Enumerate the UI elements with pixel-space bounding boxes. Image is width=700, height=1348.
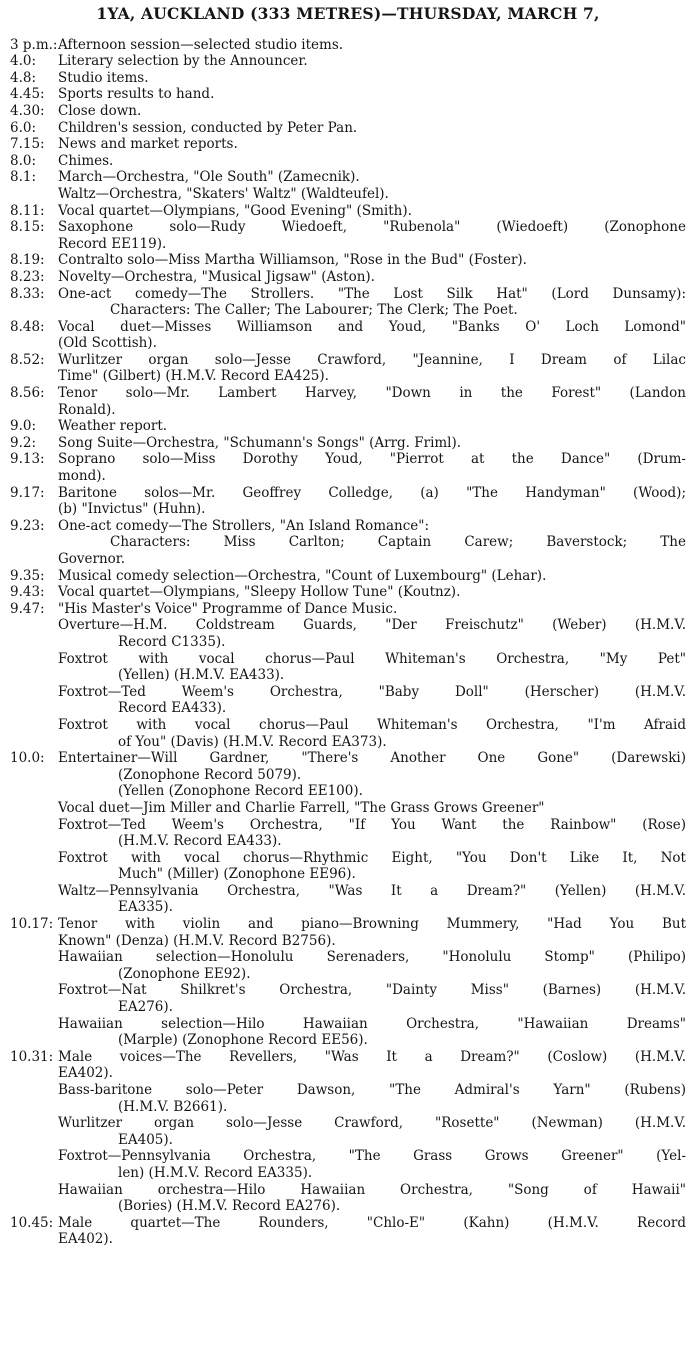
programme-entry [10,136,686,153]
entry-line: Contralto solo—Miss Martha Williamson, "Rose in the Bud" (Foster). [58,252,527,269]
programme-entry [10,53,686,70]
entry-line: Novelty—Orchestra, "Musical Jigsaw" (Aston). [58,268,375,285]
entry-line: Afternoon session—selected studio items. [58,36,344,53]
entry-time: 10.45: [10,1214,54,1231]
programme-entry [10,1049,686,1215]
programme-entry [10,584,686,601]
entry-text [58,169,686,202]
entry-line: Bass-baritone solo—Peter Dawson, "The Admiral's Yarn" (Rubens) [58,1082,686,1098]
programme-entry [10,252,686,269]
programme-entry [10,601,686,750]
entry-line: mond). [58,468,106,485]
entry-text [58,136,686,153]
entry-line: EA405). [118,1131,173,1148]
entry-line: Male voices—The Revellers, "Was It a Dream?" (Coslow) (H.M.V. [58,1048,686,1065]
entry-line: EA335). [118,899,173,916]
entry-line: Ronald). [58,401,116,418]
entry-time: 10.17: [10,916,54,933]
entry-line: Hawaiian selection—Honolulu Serenaders, "Honolulu Stomp" (Philipo) [58,949,686,966]
programme-entry [10,435,686,452]
entry-text [58,37,686,54]
programme-entry [10,70,686,87]
entry-line: of You" (Davis) (H.M.V. Record EA373). [118,733,387,750]
entry-text [58,286,686,319]
entry-line: "His Master's Voice" Programme of Dance Music. [58,600,398,617]
programme-entry [10,418,686,435]
entry-line: (Bories) (H.M.V. Record EA276). [118,1198,341,1215]
entry-text [58,70,686,87]
entry-text [58,385,686,418]
entry-text [58,153,686,170]
entry-time: 9.2: [10,434,37,451]
programme-entry [10,385,686,418]
entry-line: Foxtrot with vocal chorus—Paul Whiteman's Orchestra, "I'm Afraid [58,716,686,733]
entry-line: Record EA433). [118,700,227,717]
programme-listing [10,37,686,1248]
entry-line: Soprano solo—Miss Dorothy Youd, "Pierrot at the Dance" (Drum- [58,451,686,468]
entry-time: 8.52: [10,351,45,368]
entry-line: One-act comedy—The Strollers. "The Lost Silk Hat" (Lord Dunsamy): [58,285,686,302]
entry-time: 4.45: [10,86,45,103]
entry-line: Foxtrot—Ted Weem's Orchestra, "Baby Doll" (Herscher) (H.M.V. [58,683,686,700]
entry-time: 9.17: [10,484,45,501]
page-title: 1YA, AUCKLAND (333 METRES)—THURSDAY, MARCH 7, [96,4,600,23]
entry-line: Governor. [58,551,126,567]
entry-line: Record EE119). [58,235,167,252]
entry-line: Waltz—Orchestra, "Skaters' Waltz" (Waldteufel). [58,185,389,202]
entry-line: (Old Scottish). [58,335,157,352]
entry-text [58,86,686,103]
entry-text [58,1049,686,1215]
entry-line: Foxtrot with vocal chorus—Paul Whiteman's Orchestra, "My Pet" [58,650,686,667]
entry-line: (Zonophone Record 5079). [118,766,302,783]
entry-line: (Yellen (Zonophone Record EE100). [118,783,363,800]
entry-line: Known" (Denza) (H.M.V. Record B2756). [58,932,336,949]
entry-line: Tenor solo—Mr. Lambert Harvey, "Down in the Forest" (Landon [58,385,686,402]
entry-line: Tenor with violin and piano—Browning Mummery, "Had You But [58,916,686,933]
entry-line: Overture—H.M. Coldstream Guards, "Der Freischutz" (Weber) (H.M.V. [58,617,686,634]
entry-line: Foxtrot—Ted Weem's Orchestra, "If You Want the Rainbow" (Rose) [58,816,686,833]
entry-text [58,1215,686,1248]
entry-line: (Yellen) (H.M.V. EA433). [118,667,285,684]
entry-line: EA276). [118,999,173,1016]
entry-text [58,584,686,601]
entry-line: March—Orchestra, "Ole South" (Zamecnik). [58,169,360,186]
programme-entry [10,37,686,54]
entry-time: 8.56: [10,385,45,402]
entry-line: Literary selection by the Announcer. [58,53,308,70]
entry-line: Male quartet—The Rounders, "Chlo-E" (Kahn) (H.M.V. Record [58,1214,686,1231]
entry-line: len) (H.M.V. Record EA335). [118,1164,313,1181]
entry-time: 10.0: [10,750,45,767]
entry-line: Much" (Miller) (Zonophone EE96). [118,866,356,883]
entry-time: 9.35: [10,567,45,584]
entry-line: (Zonophone EE92). [118,965,251,982]
entry-line: Hawaiian orchestra—Hilo Hawaiian Orchestra, "Song of Hawaii" [58,1181,686,1198]
entry-time: 8.11: [10,202,45,219]
entry-time: 8.48: [10,318,45,335]
entry-text [58,319,686,352]
programme-entry [10,518,686,568]
programme-entry [10,1215,686,1248]
programme-entry [10,916,686,1049]
entry-time: 9.23: [10,517,45,534]
programme-entry [10,319,686,352]
entry-line: Wurlitzer organ solo—Jesse Crawford, "Rosette" (Newman) (H.M.V. [58,1115,686,1132]
entry-time: 10.31: [10,1048,54,1065]
entry-text [58,435,686,452]
entry-line: Foxtrot—Pennsylvania Orchestra, "The Grass Grows Greener" (Yel- [58,1148,686,1165]
entry-line: (Marple) (Zonophone Record EE56). [118,1032,368,1049]
entry-line: Characters: Miss Carlton; Captain Carew; Baverstock; The [110,534,686,551]
programme-entry [10,219,686,252]
entry-text [58,750,686,916]
programme-entry [10,103,686,120]
entry-text [58,568,686,585]
entry-text [58,269,686,286]
entry-line: Time" (Gilbert) (H.M.V. Record EA425). [58,368,329,385]
entry-text [58,485,686,518]
programme-entry [10,169,686,202]
entry-line: Vocal duet—Misses Williamson and Youd, "Banks O' Loch Lomond" [58,318,686,335]
entry-time: 8.1: [10,169,37,186]
entry-text [58,203,686,220]
entry-line: Studio items. [58,69,149,86]
entry-line: Foxtrot with vocal chorus—Rhythmic Eight, "You Don't Like It, Not [58,849,686,866]
programme-entry [10,269,686,286]
programme-entry [10,120,686,137]
entry-text [58,219,686,252]
entry-line: Vocal quartet—Olympians, "Sleepy Hollow Tune" (Koutnz). [58,584,461,601]
entry-time: 4.8: [10,69,37,86]
entry-line: Vocal duet—Jim Miller and Charlie Farrell, "The Grass Grows Greener" [58,799,545,816]
programme-entry [10,485,686,518]
entry-time: 9.13: [10,451,45,468]
programme-entry [10,286,686,319]
entry-text [58,418,686,435]
entry-time: 6.0: [10,119,37,136]
entry-line: One-act comedy—The Strollers, "An Island Romance": [58,517,430,534]
entry-text [58,103,686,120]
entry-line: (H.M.V. Record EA433). [118,833,282,850]
entry-line: Record C1335). [118,633,226,650]
entry-line: Close down. [58,102,142,119]
programme-entry [10,750,686,916]
entry-line: Sports results to hand. [58,86,215,103]
entry-line: Waltz—Pennsylvania Orchestra, "Was It a Dream?" (Yellen) (H.M.V. [58,882,686,899]
entry-line: Saxophone solo—Rudy Wiedoeft, "Rubenola" (Wiedoeft) (Zonophone [58,219,686,236]
programme-entry [10,568,686,585]
entry-text [58,53,686,70]
entry-line: Wurlitzer organ solo—Jesse Crawford, "Jeannine, I Dream of Lilac [58,351,686,368]
entry-line: EA402). [58,1065,113,1082]
entry-time: 4.30: [10,102,45,119]
entry-text [58,518,686,568]
entry-time: 8.15: [10,219,45,236]
entry-time: 8.0: [10,152,37,169]
entry-line: Vocal quartet—Olympians, "Good Evening" (Smith). [58,202,412,219]
entry-text [58,252,686,269]
entry-time: 8.33: [10,285,45,302]
entry-time: 8.19: [10,252,45,269]
entry-line: Baritone solos—Mr. Geoffrey Colledge, (a) "The Handyman" (Wood); [58,484,686,501]
entry-time: 9.0: [10,418,37,435]
entry-line: Weather report. [58,418,168,435]
entry-line: EA402). [58,1231,113,1248]
entry-line: (H.M.V. B2661). [118,1098,228,1115]
programme-entry [10,451,686,484]
entry-line: Musical comedy selection—Orchestra, "Count of Luxembourg" (Lehar). [58,567,547,584]
programme-entry [10,352,686,385]
programme-entry [10,86,686,103]
entry-line: Song Suite—Orchestra, "Schumann's Songs" (Arrg. Friml). [58,434,462,451]
entry-time: 8.23: [10,268,45,285]
entry-line: News and market reports. [58,136,238,153]
entry-time: 9.47: [10,600,45,617]
entry-time: 9.43: [10,584,45,601]
entry-text [58,451,686,484]
programme-entry [10,203,686,220]
programme-entry [10,153,686,170]
entry-line: Foxtrot—Nat Shilkret's Orchestra, "Dainty Miss" (Barnes) (H.M.V. [58,982,686,999]
entry-line: (b) "Invictus" (Huhn). [58,501,206,518]
entry-line: Chimes. [58,152,114,169]
entry-time: 7.15: [10,136,45,153]
entry-text [58,916,686,1049]
entry-time: 4.0: [10,53,37,70]
entry-text [58,352,686,385]
entry-line: Children's session, conducted by Peter Pan. [58,119,358,136]
entry-line: Entertainer—Will Gardner, "There's Another One Gone" (Darewski) [58,750,686,767]
entry-line: Characters: The Caller; The Labourer; The Clerk; The Poet. [110,302,518,319]
entry-time: 3 p.m.: [10,36,58,53]
entry-line: Hawaiian selection—Hilo Hawaiian Orchestra, "Hawaiian Dreams" [58,1015,686,1032]
entry-text [58,120,686,137]
entry-text [58,601,686,750]
